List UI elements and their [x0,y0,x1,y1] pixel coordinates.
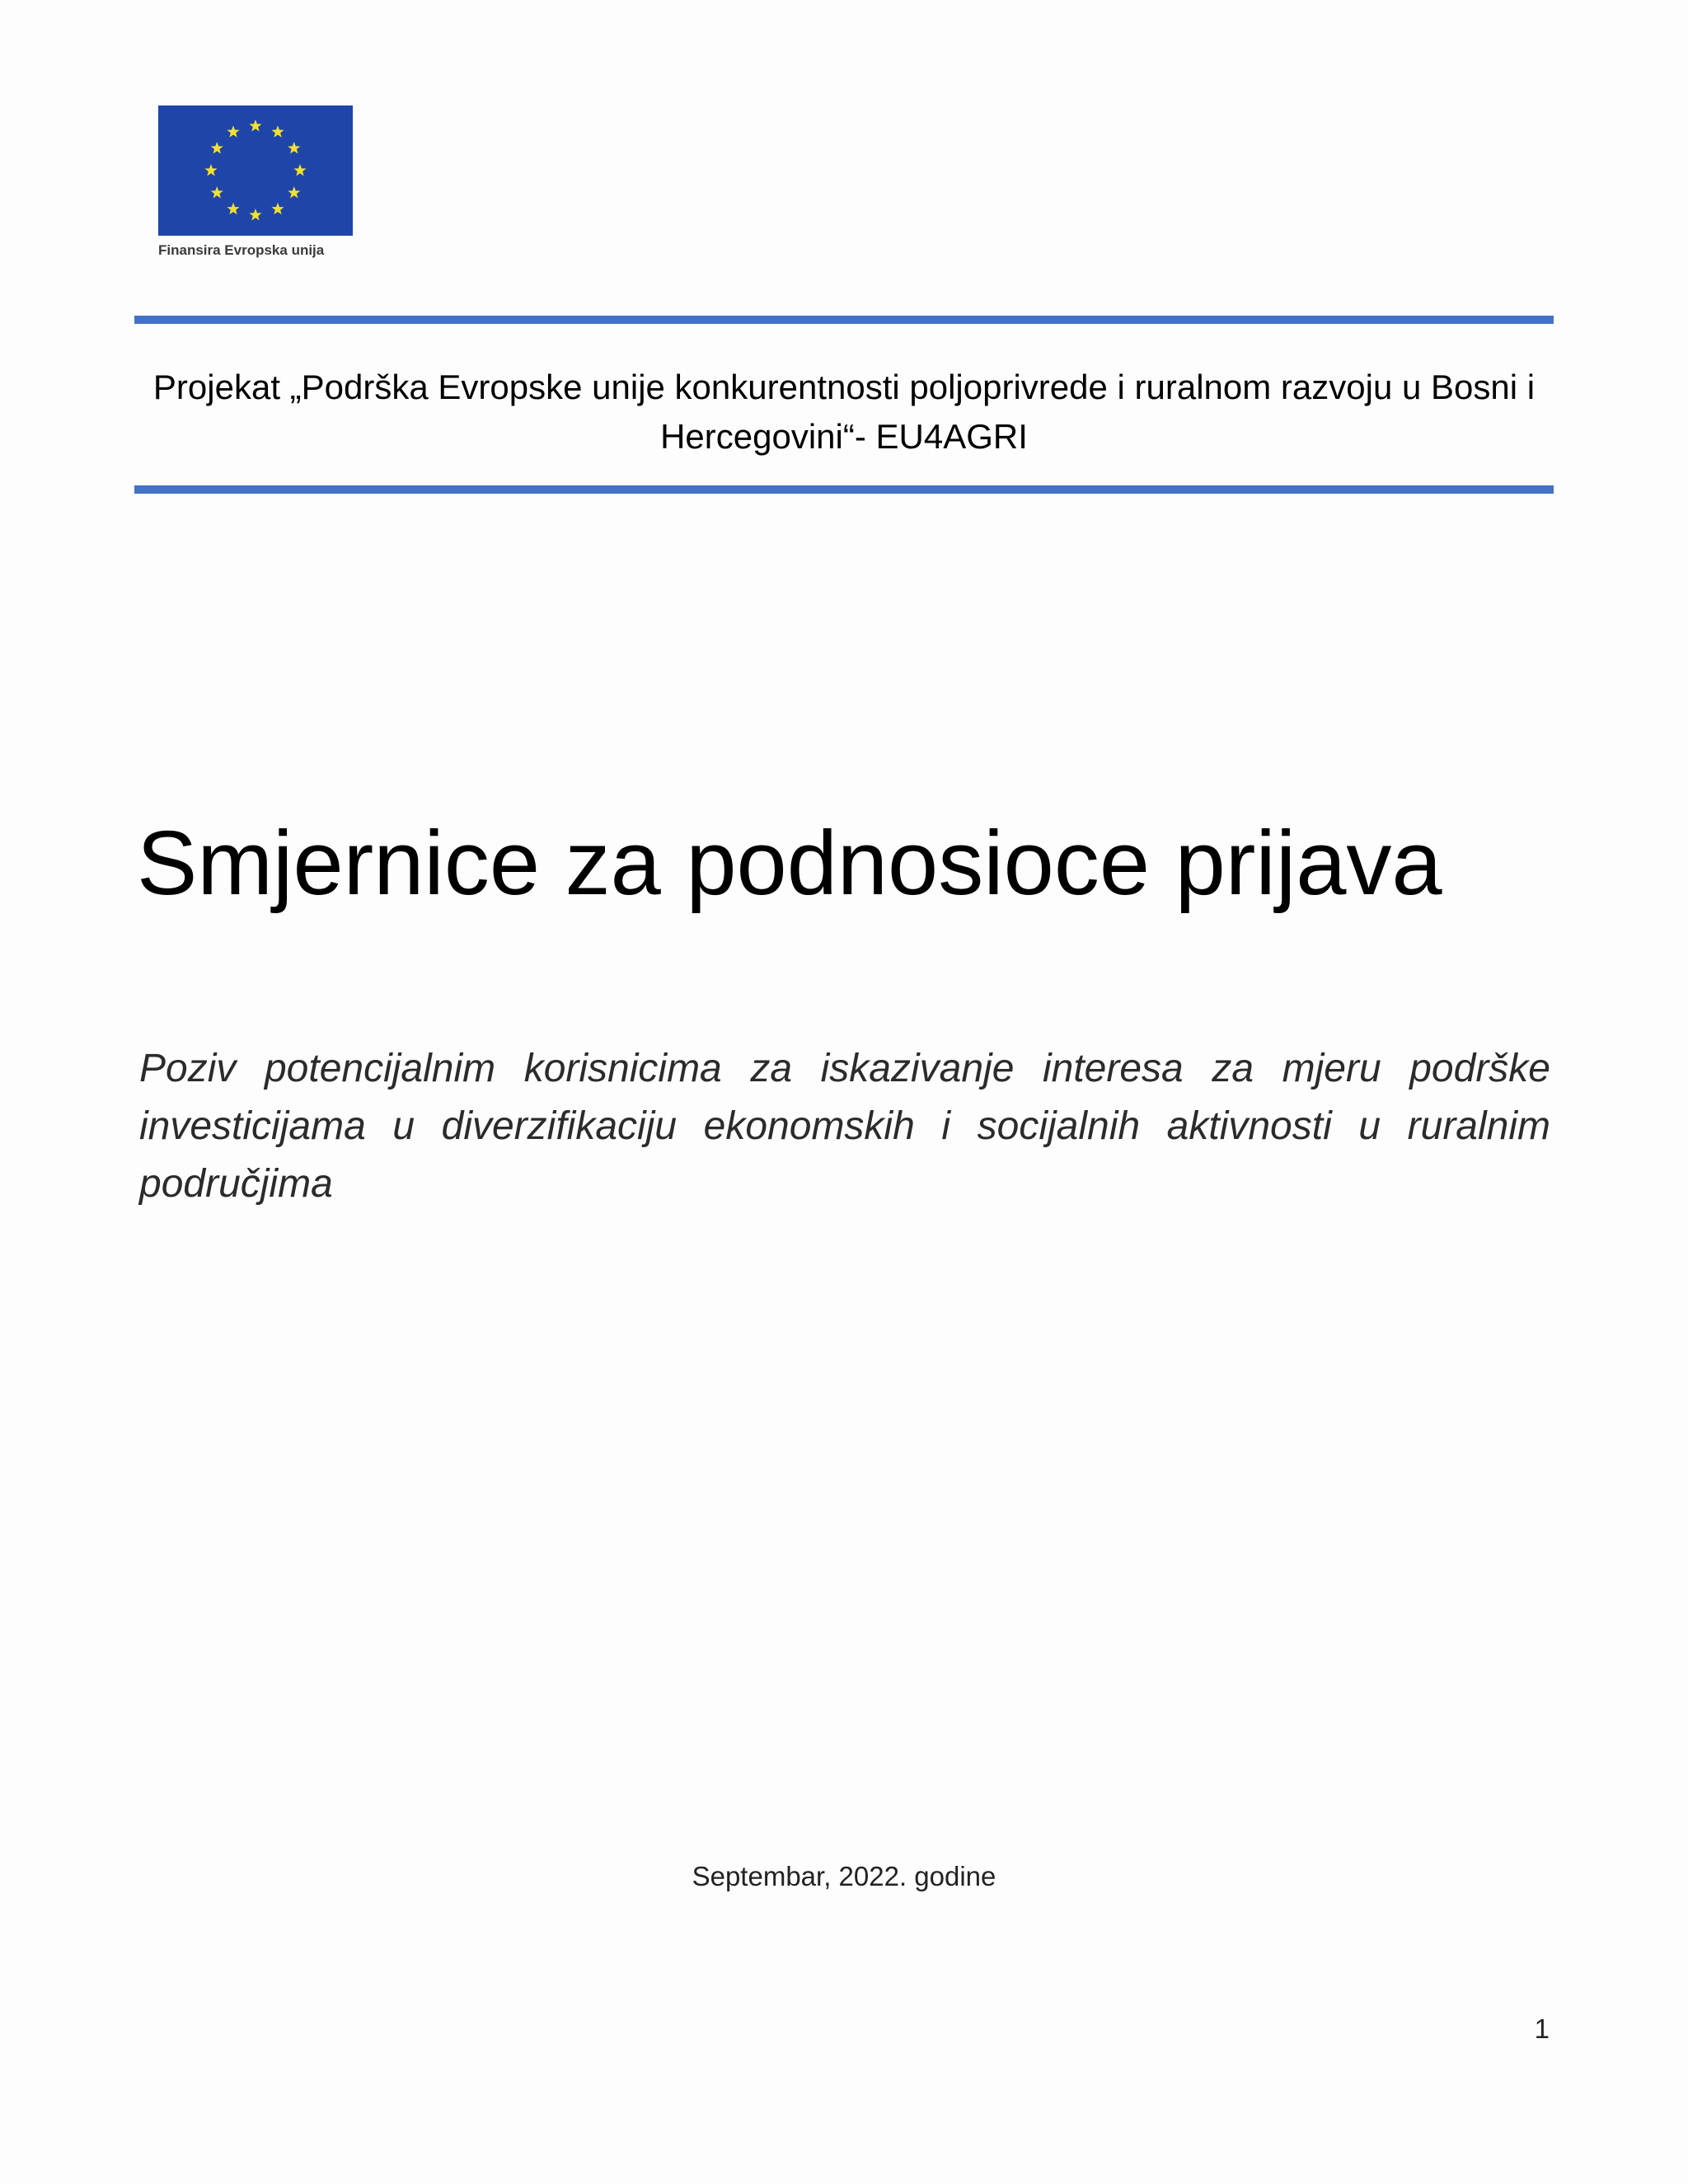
page-number: 1 [1534,2013,1550,2044]
logo-caption: Finansira Evropska unija [158,242,325,258]
eu-logo [158,105,356,259]
project-title: Projekat „Podrška Evropske unije konkurentnosti poljoprivrede i ruralnom razvoju u Bosni i Hercegovini“- EU4AGRI [152,368,1536,456]
document-subtitle: Poziv potencijalnim korisnicima za iskazivanje interesa za mjeru podrške investicijama u diverzifikaciju ekonomskih i socijalnih aktivnosti u ruralnim područjima [139,1047,1550,1206]
document-title: Smjernice za podnosioce prijava [137,813,1442,914]
header-rule-bottom [134,485,1554,494]
document-date: Septembar, 2022. godine [692,1861,996,1891]
eu-flag-icon [158,105,353,236]
header-rule-top [134,316,1554,324]
